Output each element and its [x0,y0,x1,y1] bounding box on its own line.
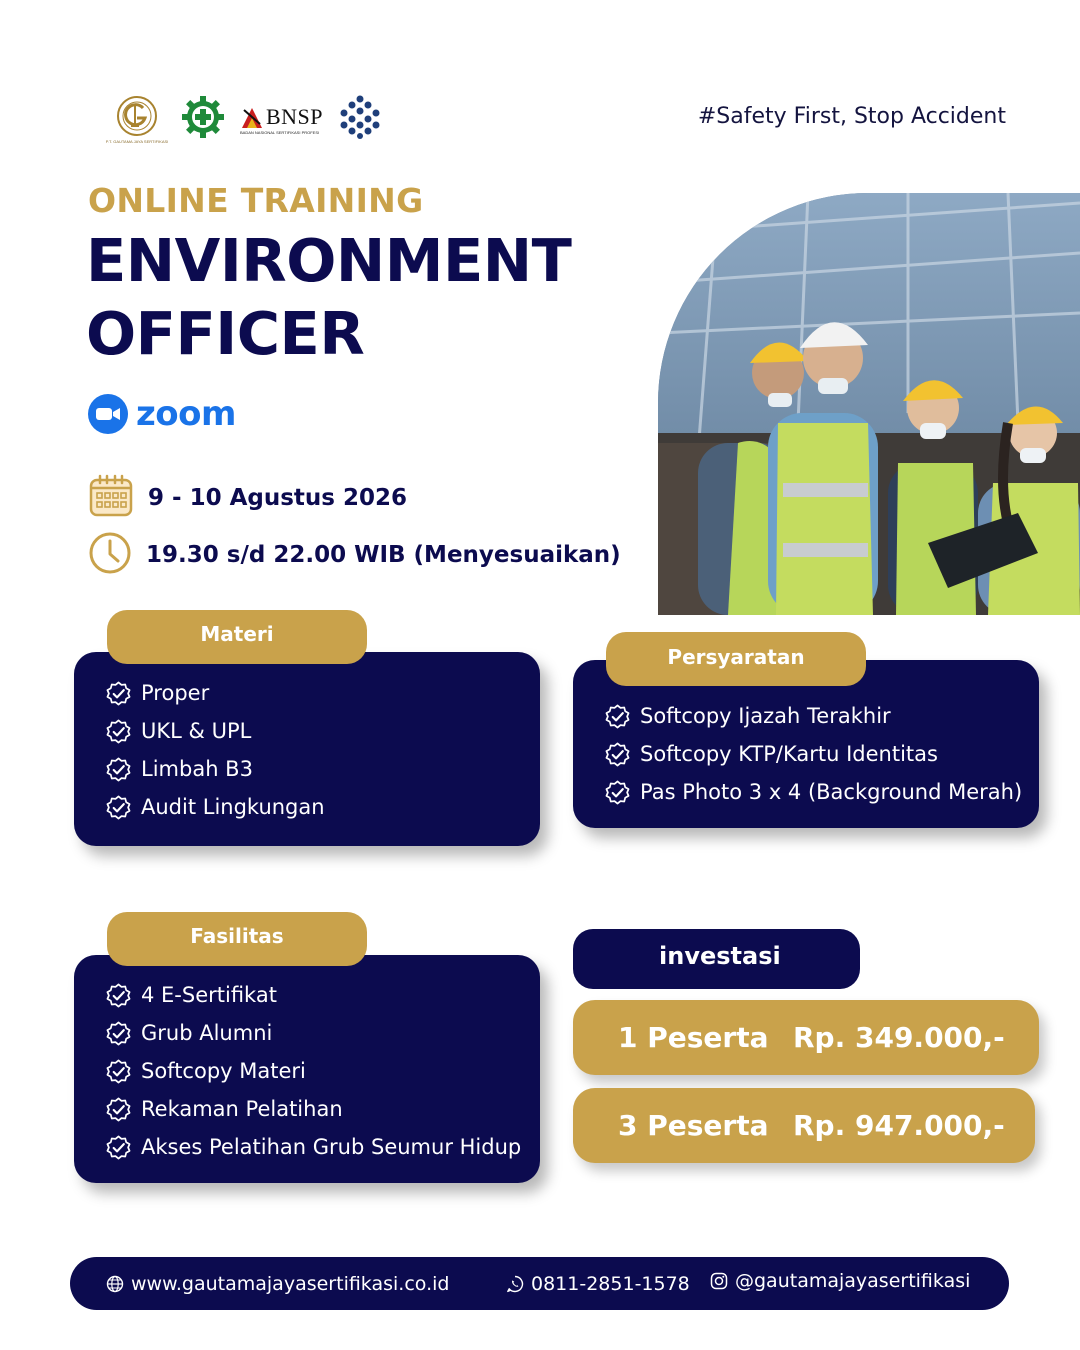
materi-label: Materi [107,610,367,664]
check-badge-icon [605,780,630,805]
page-title [86,224,571,370]
website-link[interactable]: www.gautamajayasertifikasi.co.id [106,1257,449,1310]
k3-logo [180,94,226,144]
check-badge-icon [106,1097,131,1122]
list-item: Akses Pelatihan Grub Seumur Hidup [106,1128,521,1166]
hero-photo [658,193,1080,615]
persyaratan-list [605,697,1022,811]
price-label: 1 Peserta [618,1021,769,1054]
logo-row [105,94,383,144]
persyaratan-label: Persyaratan [606,632,866,686]
fasilitas-list [106,976,521,1166]
price-value: Rp. 349.000,- [793,1021,1005,1054]
list-item: Proper [106,674,325,712]
tagline: #Safety First, Stop Accident [697,104,1006,129]
event-date-text: 9 - 10 Agustus 2026 [148,485,407,511]
list-item: Softcopy Materi [106,1052,521,1090]
instagram-link[interactable]: @gautamajayasertifikasi [710,1254,970,1307]
price-3-peserta [573,1088,1035,1163]
price-1-peserta [573,1000,1039,1075]
zoom-logo [88,394,236,434]
event-date [88,474,407,522]
gautama-jaya-logo: P.T. GAUTAMA JAYA SERTIFIKASI [108,94,166,144]
globe-icon [106,1275,124,1293]
check-badge-icon [106,1135,131,1160]
instagram-icon [710,1272,728,1290]
title-line-1: ENVIRONMENT [86,226,572,295]
list-item: Softcopy KTP/Kartu Identitas [605,735,1022,773]
title-line-2: OFFICER [86,299,365,368]
fasilitas-label: Fasilitas [107,912,367,966]
list-item: Limbah B3 [106,750,325,788]
list-item: UKL & UPL [106,712,325,750]
bnsp-logo: BNSP BADAN NASIONAL SERTIFIKASI PROFESI [240,103,324,135]
event-time [88,531,621,579]
training-kicker: ONLINE TRAINING [88,181,424,220]
list-item: Grub Alumni [106,1014,521,1052]
check-badge-icon [106,1059,131,1084]
phone-link[interactable]: 0811-2851-1578 [506,1257,690,1310]
list-item: Rekaman Pelatihan [106,1090,521,1128]
materi-list [106,674,325,826]
event-time-text: 19.30 s/d 22.00 WIB (Menyesuaikan) [146,542,621,568]
check-badge-icon [106,757,131,782]
check-badge-icon [106,681,131,706]
whatsapp-icon [506,1275,524,1293]
kemnaker-logo [337,94,383,144]
check-badge-icon [106,983,131,1008]
check-badge-icon [605,704,630,729]
list-item: Softcopy Ijazah Terakhir [605,697,1022,735]
check-badge-icon [106,1021,131,1046]
check-badge-icon [605,742,630,767]
price-label: 3 Peserta [618,1109,769,1142]
check-badge-icon [106,795,131,820]
contact-footer [70,1257,1009,1310]
clock-icon [88,531,132,579]
investasi-label: investasi [573,929,860,989]
list-item: 4 E-Sertifikat [106,976,521,1014]
zoom-wordmark: zoom [136,394,236,434]
price-value: Rp. 947.000,- [793,1109,1005,1142]
zoom-camera-icon [88,394,128,434]
list-item: Pas Photo 3 x 4 (Background Merah) [605,773,1022,811]
check-badge-icon [106,719,131,744]
list-item: Audit Lingkungan [106,788,325,826]
calendar-icon [88,474,134,522]
